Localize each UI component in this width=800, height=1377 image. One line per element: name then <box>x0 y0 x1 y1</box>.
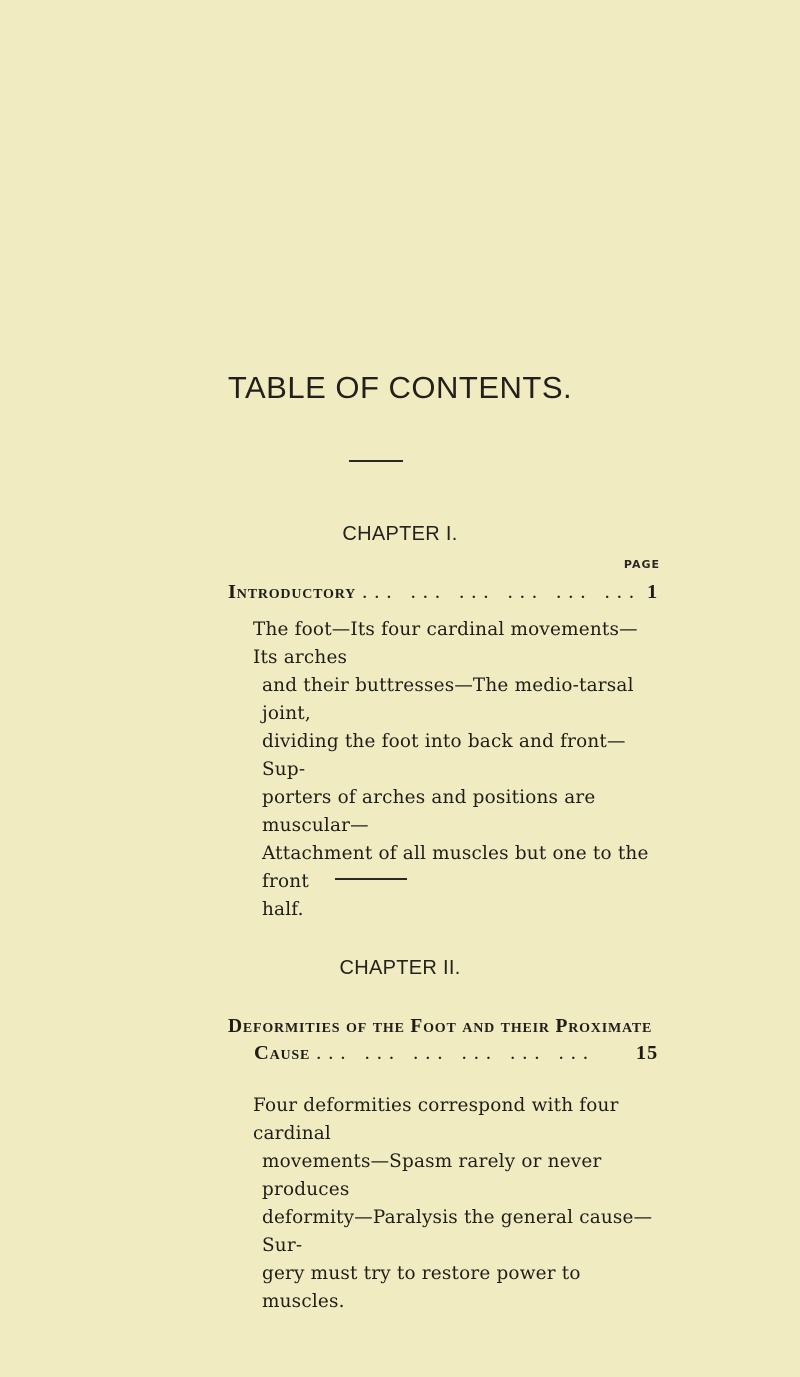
summary-line: Attachment of all muscles but one to the front <box>262 843 649 892</box>
summary-line: dividing the foot into back and front—Sup- <box>262 731 626 780</box>
summary-line: Four deformities correspond with four cardinal <box>253 1095 619 1144</box>
summary-line: porters of arches and positions are muscular— <box>262 787 596 836</box>
summary-line: deformity—Paralysis the general cause—Sur- <box>262 1207 653 1256</box>
chapter-divider <box>335 878 407 880</box>
leader-dots: ... ... ... ... ... ... <box>316 1042 596 1064</box>
summary-line: gery must try to restore power to muscles. <box>262 1263 581 1312</box>
chapter-1-heading: CHAPTER I. <box>342 523 458 545</box>
chapter-2-entry-title-line1: Deformities of the Foot and their Proximate <box>228 1016 653 1037</box>
chapter-2-heading: CHAPTER II. <box>339 957 461 979</box>
title-divider <box>349 460 403 462</box>
chapter-2-entry-title-line2: Cause <box>254 1042 311 1064</box>
chapter-2-summary <box>253 1092 657 1316</box>
chapter-1-summary <box>253 616 657 924</box>
chapter-1-entry <box>228 581 658 604</box>
chapter-1-entry-title: Introductory <box>228 581 357 603</box>
summary-line: half. <box>262 899 304 920</box>
chapter-1-page-number: 1 <box>646 581 658 603</box>
chapter-2-entry <box>228 1016 668 1065</box>
summary-line: The foot—Its four cardinal movements—Its arches <box>253 619 638 668</box>
chapter-2-page-number: 15 <box>635 1042 658 1064</box>
page-column-label: PAGE <box>623 558 660 571</box>
summary-line: movements—Spasm rarely or never produces <box>262 1151 602 1200</box>
page-title: TABLE OF CONTENTS. <box>227 370 573 405</box>
summary-line: and their buttresses—The medio-tarsal joint, <box>262 675 634 724</box>
leader-dots: ... ... ... ... ... ... <box>362 581 641 603</box>
